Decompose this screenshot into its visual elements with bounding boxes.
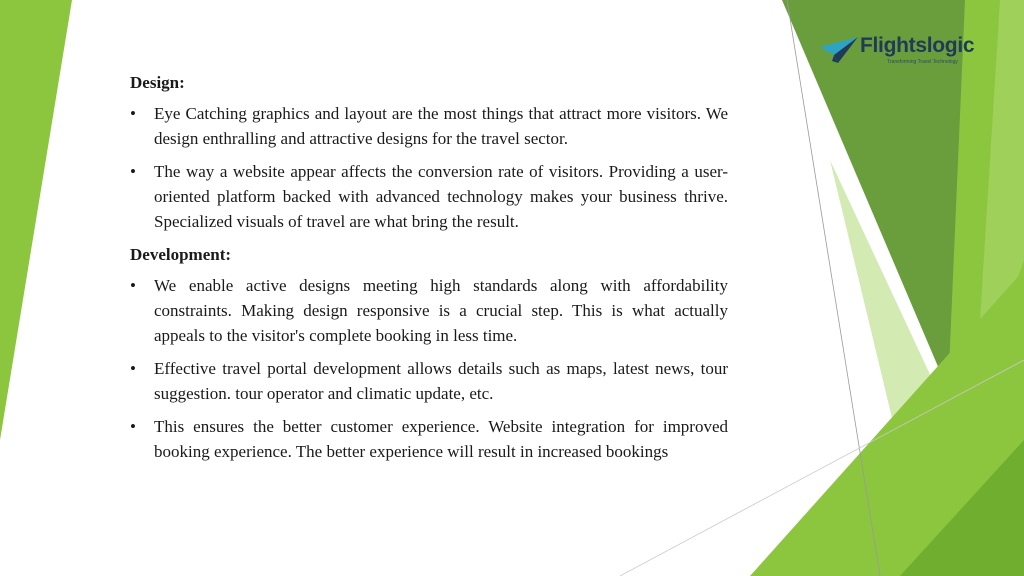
design-bullet-text: The way a website appear affects the conversion rate of visitors. Providing a user-oriented platform backed with advanced technology makes your business thrive. Specialized visuals of travel are what bring the result. xyxy=(154,162,728,231)
design-bullet xyxy=(130,101,728,151)
design-bullet-text: Eye Catching graphics and layout are the most things that attract more visitors. We design enthralling and attractive designs for the travel sector. xyxy=(154,104,728,148)
paper-plane-icon xyxy=(818,35,860,65)
slide-content xyxy=(130,68,728,472)
flightslogic-logo xyxy=(818,33,978,71)
bullet-dot: • xyxy=(130,417,136,436)
bullet-dot: • xyxy=(130,104,136,123)
development-bullet-list xyxy=(130,273,728,464)
bullet-dot: • xyxy=(130,276,136,295)
logo-name: Flightslogic xyxy=(860,34,975,57)
development-heading: Development: xyxy=(130,245,232,264)
development-bullet xyxy=(130,273,728,348)
development-bullet-text: This ensures the better customer experience. Website integration for improved booking experience. The better experience will result in increased bookings xyxy=(154,417,728,461)
bullet-dot: • xyxy=(130,359,136,378)
development-bullet-text: Effective travel portal development allows details such as maps, latest news, tour suggestion. tour operator and climatic update, etc. xyxy=(154,359,728,403)
bullet-dot: • xyxy=(130,162,136,181)
development-bullet-text: We enable active designs meeting high standards along with affordability constraints. Making design responsive is a crucial step. This is what actually appeals to the visitor's complete booking in less time. xyxy=(154,276,728,345)
left-green-strip xyxy=(0,0,72,440)
design-bullet-list xyxy=(130,101,728,234)
development-bullet xyxy=(130,414,728,464)
design-bullet xyxy=(130,159,728,234)
logo-tagline: Transforming Travel Technology xyxy=(887,59,958,65)
development-bullet xyxy=(130,356,728,406)
design-heading: Design: xyxy=(130,73,185,92)
